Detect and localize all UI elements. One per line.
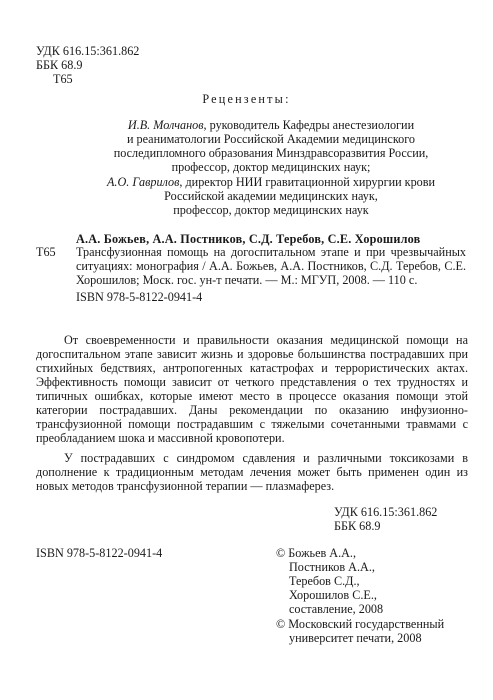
reviewer-2-position: , директор НИИ гравитационной хирургии крови — [179, 175, 436, 189]
copyright-authors-first: © Божьев А.А., — [276, 546, 357, 560]
copyright-authors-line: Постников А.А., — [289, 560, 375, 574]
book-author-sign: Т65 — [36, 245, 56, 259]
footer-isbn: ISBN 978-5-8122-0941-4 — [36, 546, 163, 560]
author-sign: Т65 — [53, 72, 73, 86]
copyright-authors-line: Теребов С.Д., — [289, 574, 360, 588]
reviewer-1-line2: и реаниматологии Российской Академии медицинского — [126, 132, 416, 146]
copyright-block — [276, 546, 444, 646]
udk-block-bottom — [334, 505, 437, 533]
udk-code: УДК 616.15:361.862 — [36, 44, 140, 58]
reviewer-1-position: , руководитель Кафедры анестезиологии — [203, 118, 415, 132]
reviewer-2-line2: Российской академии медицинских наук, — [164, 189, 378, 203]
reviewer-1-line4: профессор, доктор медицинских наук; — [171, 160, 371, 174]
udk-block-top — [36, 44, 139, 86]
reviewer-1-line3: последипломного образования Минздравсоразвития России, — [113, 146, 429, 160]
bbk-code: ББК 68.9 — [36, 58, 83, 72]
annotation — [36, 333, 468, 493]
annotation-paragraph-2: У пострадавших с синдромом сдавления и различными токсикозами в дополнение к традиционным методам лечения может быть применен один из новых методов трансфузионной терапии — плазмаферез. — [36, 451, 468, 493]
bbk-code-bottom: ББК 68.9 — [334, 519, 381, 533]
annotation-paragraph-1: От своевременности и правильности оказания медицинской помощи на догоспитальном этапе зависит жизнь и здоровье большинства пострадавших при стихийных бедствиях, антропогенных катастрофах и террористических актах. Эффективность помощи зависит от четкого представления о тех трудностях и типичных ошибках, которые имеют место в процессе оказания помощи этой категории пострадавших. Даны рекомендации по оказанию инфузионно-трансфузионной помощи пострадавшим с тяжелыми сочетанными травмами с преобладанием шока и массивной кровопотери. — [36, 333, 468, 445]
reviewer-2-name: А.О. Гаврилов — [106, 175, 180, 189]
copyright-publisher-line: университет печати, 2008 — [289, 631, 422, 645]
reviewers-heading: Рецензенты: — [202, 92, 291, 106]
copyright-authors-line: составление, 2008 — [289, 602, 384, 616]
reviewer-1-name: И.В. Молчанов — [127, 118, 204, 132]
copyright-authors — [276, 546, 444, 616]
book-isbn: ISBN 978-5-8122-0941-4 — [76, 290, 203, 304]
reviewer-2 — [60, 175, 482, 217]
book-description: Трансфузионная помощь на догоспитальном этапе и при чрезвычайных ситуациях: монография / А.А. Божьев, А.А. Постников, С.Д. Теребов, С.Е. Хорошилов; Моск. гос. ун-т печати. — М.: МГУП, 2008. — 110 с. — [76, 245, 466, 287]
copyright-publisher-first: © Московский государственный — [276, 617, 445, 631]
reviewer-1 — [60, 118, 482, 174]
reviewer-2-line3: профессор, доктор медицинских наук — [173, 203, 369, 217]
copyright-authors-line: Хорошилов С.Е., — [289, 588, 377, 602]
udk-code-bottom: УДК 616.15:361.862 — [334, 505, 438, 519]
copyright-publisher — [276, 617, 444, 645]
book-authors: А.А. Божьев, А.А. Постников, С.Д. Теребов, С.Е. Хорошилов — [76, 232, 421, 246]
